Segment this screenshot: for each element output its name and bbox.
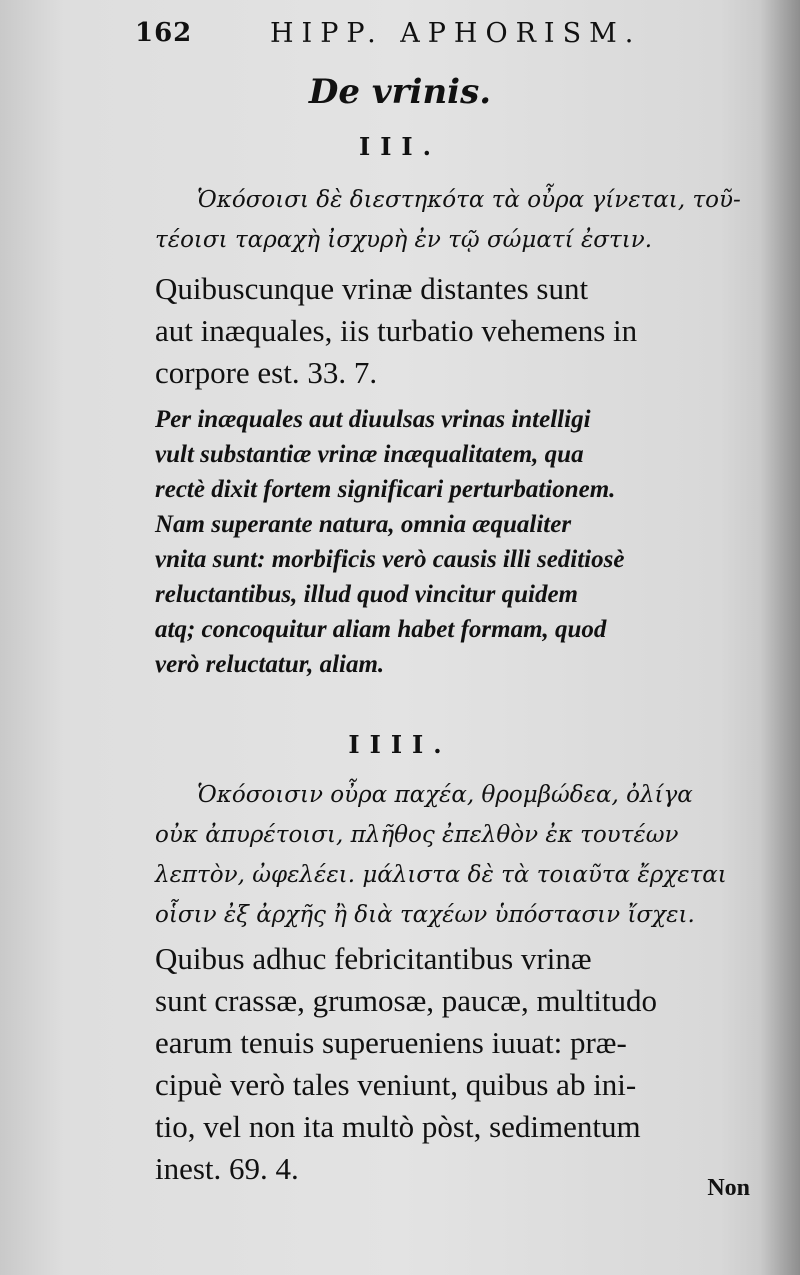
page-header (135, 18, 695, 58)
page-number: 162 (135, 18, 193, 48)
latin-line: inest. 69. 4. (155, 1151, 299, 1186)
commentary-line: vult substantiæ vrinæ inæqualitatem, qua (155, 441, 584, 468)
greek-line: Ὁκόσοισιν οὖρα παχέα, θρομβώδεα, ὀλίγα (197, 782, 693, 808)
greek-line: τέοισι ταραχὴ ἰσχυρὴ ἐν τῷ σώματί ἐστιν. (155, 227, 653, 253)
commentary-line: rectè dixit fortem significari perturbationem. (155, 476, 616, 503)
aphorism-3-greek (155, 180, 765, 260)
running-title: HIPP. APHORISM. (270, 18, 642, 49)
commentary-line: Nam superante natura, omnia æqualiter (155, 511, 572, 538)
commentary-line: reluctantibus, illud quod vincitur quidem (155, 581, 578, 608)
latin-line: corpore est. 33. 7. (155, 355, 378, 390)
aphorism-4-greek (155, 775, 765, 935)
latin-line: Quibuscunque vrinæ distantes sunt (155, 271, 589, 306)
commentary-line: atq; concoquitur aliam habet formam, quod (155, 616, 607, 643)
latin-line: tio, vel non ita multò pòst, sedimentum (155, 1109, 641, 1144)
aphorism-3-commentary (155, 402, 765, 682)
latin-line: aut inæquales, iis turbatio vehemens in (155, 313, 638, 348)
greek-line: Ὁκόσοισι δὲ διεστηκότα τὰ οὖρα γίνεται, τοῦ- (197, 187, 741, 213)
latin-line: cipuè verò tales veniunt, quibus ab ini- (155, 1067, 637, 1102)
greek-line: οὐκ ἀπυρέτοισι, πλῆθος ἐπελθὸν ἐκ τουτέων (155, 822, 679, 848)
commentary-line: vnita sunt: morbificis verò causis illi seditiosè (155, 546, 625, 573)
catchword: Non (707, 1175, 750, 1201)
aphorism-4-latin (155, 938, 765, 1190)
aphorism-numeral-4: IIII. (348, 730, 452, 759)
aphorism-numeral-3: III. (358, 132, 442, 161)
page-shadow (760, 0, 800, 1275)
aphorism-3-latin (155, 268, 765, 394)
latin-line: earum tenuis superueniens iuuat: præ- (155, 1025, 627, 1060)
latin-line: sunt crassæ, grumosæ, paucæ, multitudo (155, 983, 658, 1018)
latin-line: Quibus adhuc febricitantibus vrinæ (155, 941, 592, 976)
commentary-line: verò reluctatur, aliam. (155, 651, 385, 678)
section-title: De vrinis. (308, 72, 492, 112)
greek-line: οἷσιν ἐξ ἀρχῆς ἢ διὰ ταχέων ὑπόστασιν ἴσχει. (155, 902, 695, 928)
greek-line: λεπτὸν, ὠφελέει. μάλιστα δὲ τὰ τοιαῦτα ἔρχεται (155, 862, 727, 888)
commentary-line: Per inæquales aut diuulsas vrinas intelligi (155, 406, 591, 433)
